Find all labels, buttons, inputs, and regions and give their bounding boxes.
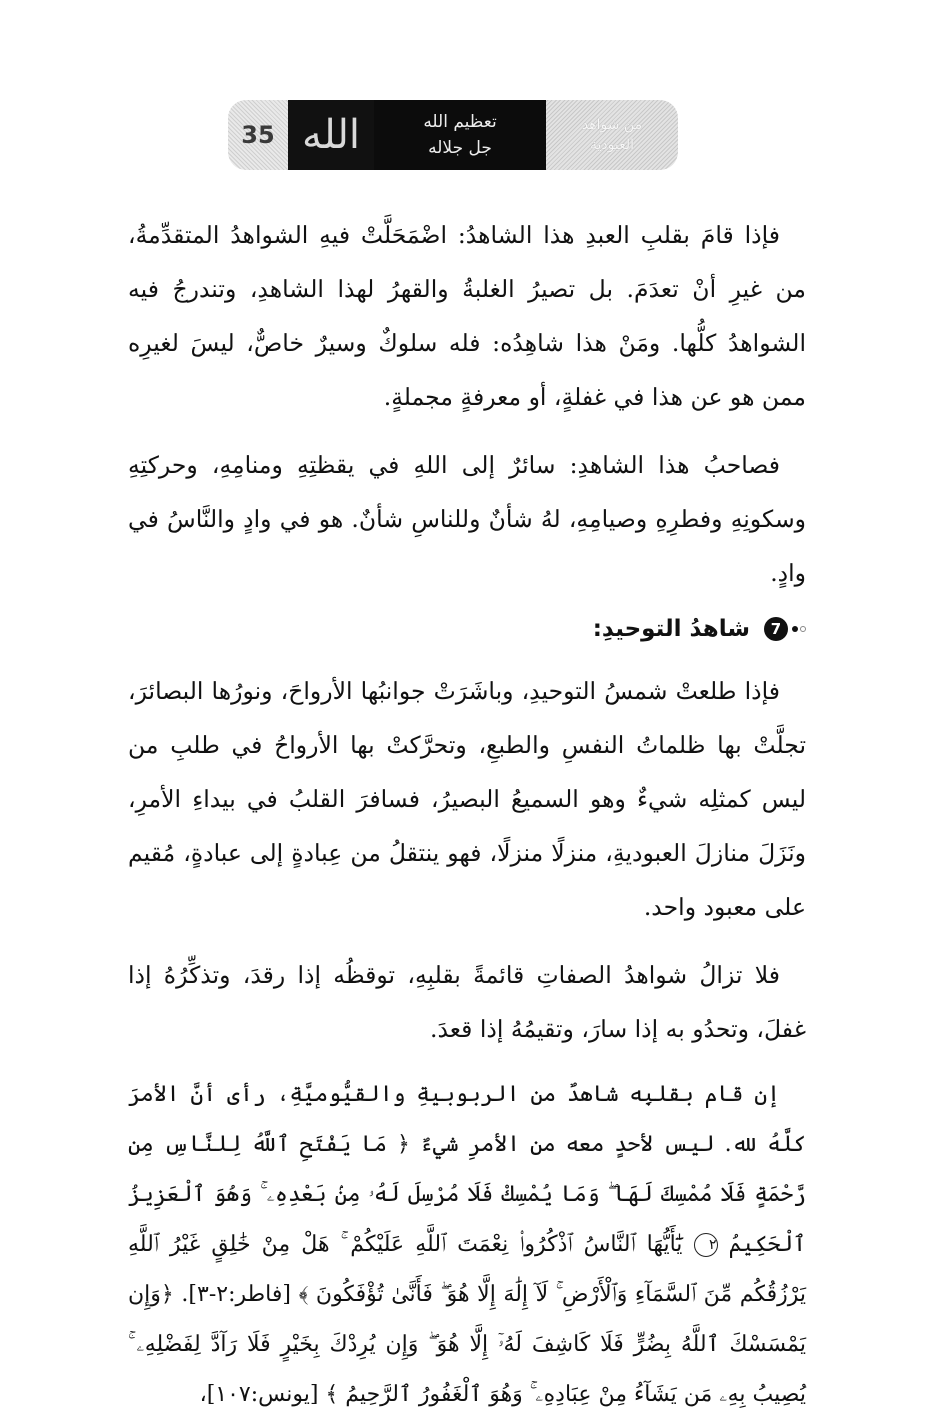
emblem-text: الله xyxy=(302,112,360,158)
book-title-line1: تعظيم الله xyxy=(423,112,497,132)
page-number-box xyxy=(228,100,288,170)
section-heading xyxy=(128,602,806,656)
section-number-badge: 7 xyxy=(764,617,788,641)
paragraph-4: فلا تزالُ شواهدُ الصفاتِ قائمةً بقلبِهِ، توقظُه إذا رقدَ، وتذكِّرُهُ إذا غفلَ، وتحدُو به إذا سارَ، وتقيمُهُ إذا قعدَ. xyxy=(128,961,806,1043)
book-title-box xyxy=(374,100,546,170)
quran-reference-2: [يونس:١٠٧]، xyxy=(199,1382,319,1407)
allah-calligraphy-emblem xyxy=(288,100,374,170)
quran-reference-1: [فاطر:٢-٣]. xyxy=(181,1282,291,1307)
series-title-box xyxy=(546,100,678,170)
dot-icon xyxy=(792,626,798,632)
page-header xyxy=(228,100,708,170)
quran-verse-2: يَٰٓأَيُّهَا ٱلنَّاسُ ٱذْكُرُوا۟ نِعْمَتَ ٱللَّهِ عَلَيْكُمْ ۚ هَلْ مِنْ خَٰلِقٍ غَيْرُ ٱللَّهِ يَرْزُقُكُم مِّنَ ٱلسَّمَآءِ وَٱلْأَرْضِ ۚ لَآ إِلَٰهَ إِلَّا هُوَ ۖ فَأَنَّىٰ تُؤْفَكُونَ ﴾ xyxy=(128,1232,806,1307)
page-body xyxy=(128,208,806,1420)
quran-verse-3: ﴿وَإِن يَمْسَسْكَ ٱللَّهُ بِضُرٍّ فَلَا كَاشِفَ لَهُۥٓ إِلَّا هُوَ ۖ وَإِن يُرِدْكَ بِخَيْرٍ فَلَا رَآدَّ لِفَضْلِهِۦ ۚ يُصِيبُ بِهِۦ مَن يَشَآءُ مِنْ عِبَادِهِۦ ۚ وَهُوَ ٱلْغَفُورُ ٱلرَّحِيمُ ﴾ xyxy=(128,1282,806,1407)
series-title-line2: العبودية xyxy=(589,137,634,153)
book-title-line2: جل جلاله xyxy=(428,138,492,158)
paragraph-1: فإذا قامَ بقلبِ العبدِ هذا الشاهدُ: اضْمَحَلَّتْ فيهِ الشواهدُ المتقدِّمةُ، من غيرِ أنْ تعدَمَ. بل تصيرُ الغلبةُ والقهرُ لهذا الشاهدِ، وتندرجُ فيه الشواهدُ كلُّها. ومَنْ هذا شاهِدُه: فله سلوكٌ وسيرٌ خاصٌّ، ليسَ لغيرِه ممن هو عن هذا في غفلةٍ، أو معرفةٍ مجملةٍ. xyxy=(128,221,806,411)
section-title: شاهدُ التوحيدِ: xyxy=(592,616,750,642)
paragraph-2: فصاحبُ هذا الشاهدِ: سائرٌ إلى اللهِ في يقظتِهِ ومنامِهِ، وحركتِهِ وسكونِهِ وفطرِهِ وصيامِهِ، لهُ شأنٌ وللناسِ شأنٌ. هو في وادٍ والنَّاسُ في وادٍ. xyxy=(128,451,806,587)
small-circle-icon xyxy=(800,626,806,632)
series-title-line1: من شواهد xyxy=(581,117,643,133)
paragraph-3: فإذا طلعتْ شمسُ التوحيدِ، وباشَرَتْ جوانبُها الأرواحَ، ونورُها البصائرَ، تجلَّتْ بها ظلماتُ النفسِ والطبعِ، وتحرَّكتْ بها الأرواحُ في طلبِ من ليس كمثلِه شيءٌ وهو السميعُ البصيرُ، فسافرَ القلبُ في بيداءِ الأمرِ، ونَزَلَ منازلَ العبوديةِ، منزلًا منزلًا، فهو ينتقلُ من عِبادةٍ إلى عبادةٍ، مُقيم على معبود واحد. xyxy=(128,677,806,921)
quran-verse-1: ﴿ مَا يَفْتَحِ ٱللَّهُ لِلنَّاسِ مِن رَّحْمَةٍ فَلَا مُمْسِكَ لَهَا ۖ وَمَا يُمْسِكْ فَلَا مُرْسِلَ لَهُۥ مِنۢ بَعْدِهِۦ ۚ وَهُوَ ٱلْعَزِيزُ ٱلْحَكِيمُ xyxy=(128,1132,807,1257)
ayah-number-marker: ٢ xyxy=(694,1233,718,1257)
page-number: 35 xyxy=(241,121,275,149)
paragraph-5-intro: إن قام بقلبِه شاهدٌ من الربوبيةِ والقيُّوميَّةِ، رأى أنَّ الأمرَ كلَّهُ لله. ليس لأحدٍ معه من الأمرِ شيءٌ xyxy=(128,1082,806,1157)
